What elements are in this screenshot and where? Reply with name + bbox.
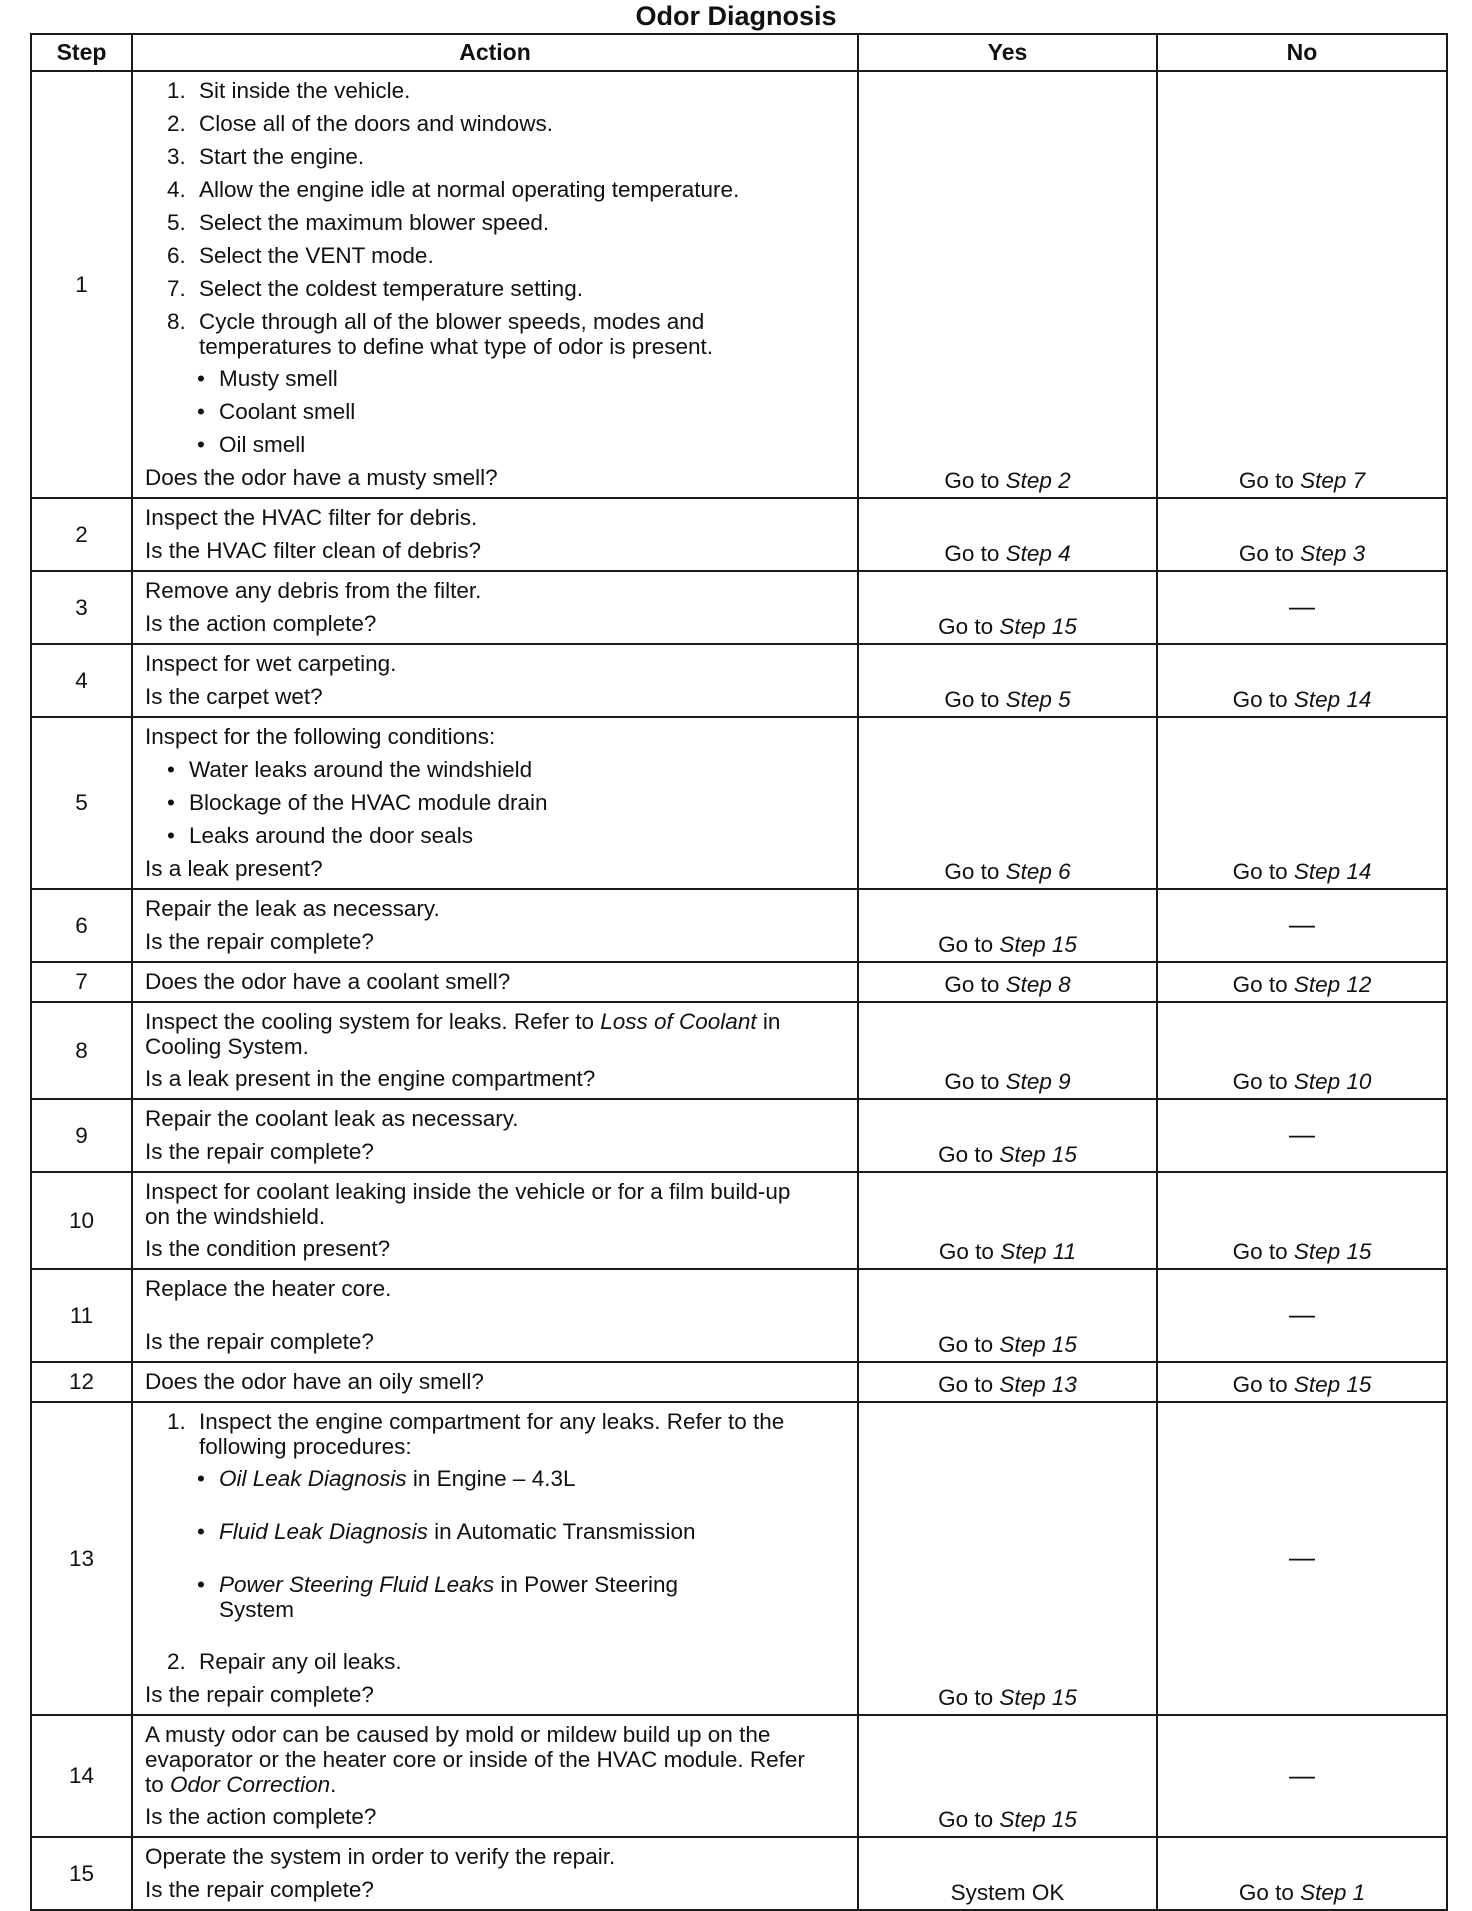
step-reference: Step 9 <box>1005 1069 1071 1094</box>
procedure-reference: Odor Correction <box>170 1772 331 1797</box>
step-reference: Step 15 <box>999 932 1077 957</box>
bullet-icon: • <box>197 1572 205 1597</box>
step-number: 2 <box>31 498 132 571</box>
step-reference: Step 15 <box>999 614 1077 639</box>
step-reference: Step 4 <box>1005 541 1071 566</box>
table-row <box>31 1172 1447 1269</box>
step-reference: Step 6 <box>1005 859 1071 884</box>
item-text: Select the coldest temperature setting. <box>199 276 583 301</box>
procedure-reference: Loss of Coolant <box>600 1009 757 1034</box>
no-cell-dash: — <box>1157 1099 1447 1172</box>
yes-cell <box>858 644 1157 717</box>
list-item <box>145 107 849 140</box>
step-number: 4 <box>31 644 132 717</box>
question-text: Is a leak present in the engine compartment? <box>145 1066 596 1091</box>
step-reference: Step 2 <box>1005 468 1071 493</box>
spacer <box>145 1305 849 1325</box>
item-number: 2. <box>167 111 186 136</box>
action-cell <box>132 1402 858 1715</box>
action-cell <box>132 1837 858 1910</box>
goto-prefix: Go to <box>1238 1880 1294 1905</box>
bullet-item <box>145 1462 849 1495</box>
action-cell <box>132 1099 858 1172</box>
bullet-icon: • <box>167 790 175 815</box>
bullet-icon: • <box>197 366 205 391</box>
step-number: 15 <box>31 1837 132 1910</box>
step-number: 1 <box>31 71 132 498</box>
step-reference: Step 15 <box>999 1685 1077 1710</box>
yes-cell <box>858 1172 1157 1269</box>
yes-cell <box>858 571 1157 644</box>
goto-prefix: Go to <box>938 1685 994 1710</box>
step-number: 13 <box>31 1402 132 1715</box>
column-header-step: Step <box>31 34 132 71</box>
step-number: 8 <box>31 1002 132 1099</box>
list-item <box>145 74 849 107</box>
step-reference: Step 14 <box>1293 687 1372 712</box>
table-row <box>31 644 1447 717</box>
list-item <box>145 140 849 173</box>
item-text: Sit inside the vehicle. <box>199 78 411 103</box>
step-number: 10 <box>31 1172 132 1269</box>
question-text: Is the action complete? <box>145 1804 377 1829</box>
spacer <box>145 1548 849 1568</box>
goto-prefix: Go to <box>944 859 1000 884</box>
list-item <box>145 1645 849 1678</box>
table-row <box>31 1402 1447 1715</box>
step-reference: Step 15 <box>999 1332 1077 1357</box>
step-reference: Step 5 <box>1005 687 1071 712</box>
bullet-item <box>145 1568 849 1625</box>
question-text: Is the HVAC filter clean of debris? <box>145 538 481 563</box>
bullet-icon: • <box>197 399 205 424</box>
no-cell-dash: — <box>1157 1715 1447 1837</box>
procedure-reference: Oil Leak Diagnosis <box>219 1466 407 1491</box>
bullet-text: Musty smell <box>219 366 338 391</box>
yes-cell <box>858 1099 1157 1172</box>
action-text: Repair the leak as necessary. <box>145 896 440 921</box>
step-reference: Step 13 <box>999 1372 1077 1397</box>
item-number: 6. <box>167 243 186 268</box>
step-reference: Step 7 <box>1300 468 1366 493</box>
step-reference: Step 10 <box>1293 1069 1372 1094</box>
no-cell <box>1157 1172 1447 1269</box>
goto-prefix: Go to <box>938 1239 994 1264</box>
step-reference: Step 15 <box>1293 1239 1372 1264</box>
yes-cell <box>858 889 1157 962</box>
table-row <box>31 1099 1447 1172</box>
goto-prefix: Go to <box>1232 972 1288 997</box>
action-text-part: A musty odor can be caused by mold or mildew build up on the evaporator or the heater core or inside of the HVAC module. Refer to <box>145 1722 805 1797</box>
item-number: 5. <box>167 210 186 235</box>
goto-prefix: Go to <box>1232 1239 1288 1264</box>
step-reference: Step 14 <box>1293 859 1372 884</box>
step-number: 11 <box>31 1269 132 1362</box>
item-number: 1. <box>167 1409 186 1434</box>
step-reference: Step 3 <box>1300 541 1366 566</box>
item-text: Start the engine. <box>199 144 365 169</box>
goto-prefix: Go to <box>938 1142 994 1167</box>
step-reference: Step 15 <box>999 1142 1077 1167</box>
table-row <box>31 1269 1447 1362</box>
question-text: Is the repair complete? <box>145 1139 374 1164</box>
bullet-icon: • <box>197 1519 205 1544</box>
table-row <box>31 1837 1447 1910</box>
no-cell-dash: — <box>1157 1269 1447 1362</box>
step-number: 6 <box>31 889 132 962</box>
bullet-item <box>145 819 849 852</box>
list-item <box>145 305 849 362</box>
column-header-action: Action <box>132 34 858 71</box>
table-row <box>31 1002 1447 1099</box>
no-cell <box>1157 717 1447 889</box>
reference-location: in Power Steering System <box>219 1572 679 1622</box>
no-cell-dash: — <box>1157 889 1447 962</box>
list-item <box>145 206 849 239</box>
goto-prefix: Go to <box>1232 1372 1288 1397</box>
item-number: 4. <box>167 177 186 202</box>
item-number: 7. <box>167 276 186 301</box>
bullet-text: Water leaks around the windshield <box>189 757 533 782</box>
question-text: Is the repair complete? <box>145 1329 374 1354</box>
action-text: Inspect for coolant leaking inside the vehicle or for a film build-up on the windshield. <box>145 1179 791 1229</box>
action-cell <box>132 71 858 498</box>
bullet-icon: • <box>197 432 205 457</box>
goto-prefix: Go to <box>938 932 994 957</box>
item-text: Select the maximum blower speed. <box>199 210 550 235</box>
step-number: 3 <box>31 571 132 644</box>
table-row <box>31 889 1447 962</box>
question-text: Is the carpet wet? <box>145 684 323 709</box>
item-number: 1. <box>167 78 186 103</box>
table-row <box>31 1362 1447 1402</box>
step-number: 7 <box>31 962 132 1002</box>
table-row <box>31 571 1447 644</box>
no-cell <box>1157 498 1447 571</box>
bullet-icon: • <box>197 1466 205 1491</box>
action-text: Replace the heater core. <box>145 1276 392 1301</box>
goto-prefix: Go to <box>938 1332 994 1357</box>
goto-prefix: Go to <box>1232 859 1288 884</box>
goto-prefix: Go to <box>938 1807 994 1832</box>
item-text: Allow the engine idle at normal operating temperature. <box>199 177 740 202</box>
procedure-reference: Power Steering Fluid Leaks <box>219 1572 495 1597</box>
action-cell <box>132 1269 858 1362</box>
question-text: Is a leak present? <box>145 856 323 881</box>
table-row <box>31 498 1447 571</box>
action-cell <box>132 1715 858 1837</box>
action-text <box>145 1718 815 1800</box>
action-cell <box>132 1172 858 1269</box>
question-text: Is the action complete? <box>145 611 377 636</box>
step-reference: Step 8 <box>1005 972 1071 997</box>
question-text: Does the odor have a musty smell? <box>145 465 498 490</box>
question-text: Does the odor have a coolant smell? <box>145 969 511 994</box>
question-text: Does the odor have an oily smell? <box>145 1369 484 1394</box>
table-row <box>31 717 1447 889</box>
column-header-no: No <box>1157 34 1447 71</box>
no-cell <box>1157 644 1447 717</box>
item-number: 3. <box>167 144 186 169</box>
bullet-item <box>145 362 849 395</box>
item-text: Inspect the engine compartment for any leaks. Refer to the following procedures: <box>199 1409 785 1459</box>
item-number: 2. <box>167 1649 186 1674</box>
no-cell <box>1157 1002 1447 1099</box>
goto-prefix: Go to <box>938 1372 994 1397</box>
no-cell <box>1157 71 1447 498</box>
goto-prefix: Go to <box>944 1069 1000 1094</box>
goto-prefix: Go to <box>1232 1069 1288 1094</box>
action-text: Operate the system in order to verify the repair. <box>145 1844 616 1869</box>
item-text: Cycle through all of the blower speeds, modes and temperatures to define what type of odor is present. <box>199 309 714 359</box>
step-reference: Step 15 <box>1293 1372 1372 1397</box>
action-text: Repair the coolant leak as necessary. <box>145 1106 519 1131</box>
table-row <box>31 962 1447 1002</box>
list-item <box>145 1405 849 1462</box>
bullet-item <box>145 1515 849 1548</box>
no-cell-dash: — <box>1157 571 1447 644</box>
goto-prefix: Go to <box>1238 468 1294 493</box>
action-cell <box>132 644 858 717</box>
goto-prefix: Go to <box>1232 687 1288 712</box>
action-text: Inspect for the following conditions: <box>145 724 496 749</box>
goto-prefix: Go to <box>1238 541 1294 566</box>
step-number: 12 <box>31 1362 132 1402</box>
bullet-text: Oil smell <box>219 432 306 457</box>
step-reference: Step 1 <box>1300 1880 1366 1905</box>
action-cell <box>132 498 858 571</box>
action-text: Inspect for wet carpeting. <box>145 651 397 676</box>
action-text-part: Inspect the cooling system for leaks. Refer to <box>145 1009 594 1034</box>
question-text: Is the repair complete? <box>145 1682 374 1707</box>
no-cell <box>1157 1837 1447 1910</box>
column-header-yes: Yes <box>858 34 1157 71</box>
action-cell <box>132 571 858 644</box>
yes-cell <box>858 1362 1157 1402</box>
table-row <box>31 1715 1447 1837</box>
list-item <box>145 272 849 305</box>
no-cell <box>1157 1362 1447 1402</box>
step-number: 9 <box>31 1099 132 1172</box>
action-cell <box>132 1002 858 1099</box>
yes-cell <box>858 1402 1157 1715</box>
step-number: 5 <box>31 717 132 889</box>
action-cell <box>132 962 858 1002</box>
action-text: Remove any debris from the filter. <box>145 578 482 603</box>
page-title: Odor Diagnosis <box>635 1 837 31</box>
bullet-text: Leaks around the door seals <box>189 823 473 848</box>
action-text-part: in Cooling System. <box>145 1009 781 1059</box>
action-cell <box>132 1362 858 1402</box>
item-number: 8. <box>167 309 186 334</box>
yes-cell <box>858 1269 1157 1362</box>
question-text: Is the repair complete? <box>145 1877 374 1902</box>
step-reference: Step 12 <box>1293 972 1372 997</box>
item-text: Select the VENT mode. <box>199 243 434 268</box>
bullet-icon: • <box>167 823 175 848</box>
action-text: Inspect the HVAC filter for debris. <box>145 505 478 530</box>
table-header-row <box>31 34 1447 71</box>
bullet-icon: • <box>167 757 175 782</box>
item-text: Repair any oil leaks. <box>199 1649 402 1674</box>
spacer <box>145 1625 849 1645</box>
yes-cell <box>858 1715 1157 1837</box>
yes-cell <box>858 717 1157 889</box>
step-reference: Step 11 <box>1000 1239 1077 1264</box>
no-cell-dash: — <box>1157 1402 1447 1715</box>
goto-prefix: Go to <box>944 972 1000 997</box>
goto-prefix: Go to <box>938 614 994 639</box>
list-item <box>145 173 849 206</box>
bullet-item <box>145 753 849 786</box>
no-cell <box>1157 962 1447 1002</box>
spacer <box>145 1495 849 1515</box>
yes-cell <box>858 498 1157 571</box>
yes-cell <box>858 962 1157 1002</box>
bullet-text: Coolant smell <box>219 399 356 424</box>
step-reference: Step 15 <box>999 1807 1077 1832</box>
action-text <box>145 1005 849 1062</box>
odor-diagnosis-table <box>30 33 1448 1911</box>
goto-prefix: Go to <box>944 541 1000 566</box>
step-number: 14 <box>31 1715 132 1837</box>
question-text: Is the repair complete? <box>145 929 374 954</box>
list-item <box>145 239 849 272</box>
reference-location: in Engine – 4.3L <box>412 1466 576 1491</box>
question-text: Is the condition present? <box>145 1236 391 1261</box>
procedure-reference: Fluid Leak Diagnosis <box>219 1519 428 1544</box>
table-row <box>31 71 1447 498</box>
action-cell <box>132 717 858 889</box>
item-text: Close all of the doors and windows. <box>199 111 553 136</box>
action-cell <box>132 889 858 962</box>
yes-cell: System OK <box>858 1837 1157 1910</box>
bullet-item <box>145 786 849 819</box>
yes-cell <box>858 71 1157 498</box>
action-text-part: . <box>330 1772 337 1797</box>
bullet-item <box>145 428 849 461</box>
reference-location: in Automatic Transmission <box>434 1519 696 1544</box>
bullet-item <box>145 395 849 428</box>
yes-cell <box>858 1002 1157 1099</box>
goto-prefix: Go to <box>944 468 1000 493</box>
bullet-text: Blockage of the HVAC module drain <box>189 790 548 815</box>
goto-prefix: Go to <box>944 687 1000 712</box>
